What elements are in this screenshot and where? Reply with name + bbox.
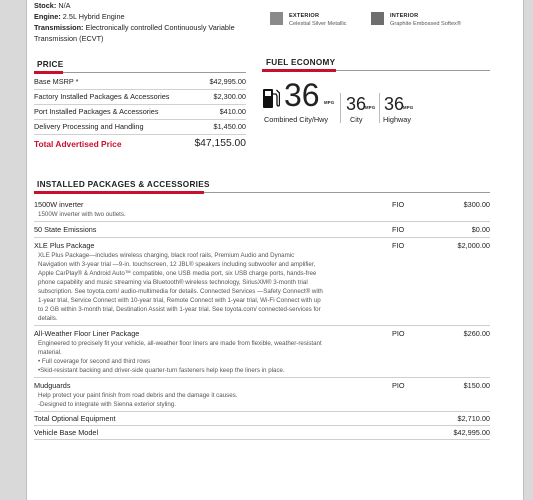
combined-mpg-unit: MPG bbox=[324, 100, 335, 105]
highway-mpg-value: 36 bbox=[384, 94, 405, 114]
package-amount: $260.00 bbox=[463, 329, 490, 338]
combined-label: Combined City/Hwy bbox=[264, 115, 329, 124]
highway-label: Highway bbox=[383, 115, 411, 124]
package-description: 1500W inverter with two outlets. bbox=[38, 211, 126, 218]
city-label: City bbox=[350, 115, 363, 124]
package-name: All-Weather Floor Liner Package bbox=[34, 329, 140, 338]
gas-pump-icon bbox=[262, 87, 280, 109]
price-row: Delivery Processing and Handling $1,450.00 bbox=[34, 120, 246, 135]
package-code: PIO bbox=[392, 381, 405, 390]
fuel-economy-heading: FUEL ECONOMY bbox=[266, 58, 336, 67]
package-description: Help protect your paint finish from road debris and the damage it causes. -Designed to integrate with Sienna exterior styling. bbox=[38, 392, 238, 408]
city-mpg-unit: MPG bbox=[365, 105, 376, 110]
transmission-value: Electronically controlled Continuously Variable Transmission (ECVT) bbox=[34, 23, 235, 43]
price-row: Port Installed Packages & Accessories $410.00 bbox=[34, 105, 246, 120]
package-name: Mudguards bbox=[34, 381, 71, 390]
stock-value: N/A bbox=[58, 1, 71, 10]
package-name: 1500W inverter bbox=[34, 200, 84, 209]
engine-line: Engine: 2.5L Hybrid Engine bbox=[34, 12, 125, 21]
total-optional-equipment-row bbox=[34, 412, 490, 426]
package-amount: $150.00 bbox=[463, 381, 490, 390]
package-code: FIO bbox=[392, 200, 405, 209]
vehicle-base-model-row bbox=[34, 426, 490, 440]
package-code: FIO bbox=[392, 225, 405, 234]
exterior-swatch bbox=[270, 12, 283, 25]
base-model-label: Vehicle Base Model bbox=[34, 428, 99, 437]
left-page-border bbox=[0, 0, 27, 500]
package-name: 50 State Emissions bbox=[34, 225, 97, 234]
package-code: FIO bbox=[392, 241, 405, 250]
exterior-value: Celestial Silver Metallic bbox=[289, 21, 347, 27]
fuel-heading-accent bbox=[262, 69, 336, 72]
vehicle-info bbox=[34, 0, 274, 44]
package-row bbox=[34, 222, 490, 238]
package-amount: $0.00 bbox=[471, 225, 490, 234]
total-advertised-price: Total Advertised Price $47,155.00 bbox=[34, 138, 246, 149]
packages-heading-accent bbox=[34, 191, 204, 194]
package-row bbox=[34, 326, 490, 378]
right-page-border bbox=[523, 0, 533, 500]
package-name: XLE Plus Package bbox=[34, 241, 95, 250]
package-row bbox=[34, 197, 490, 222]
price-row: Base MSRP * $42,995.00 bbox=[34, 75, 246, 90]
engine-value: 2.5L Hybrid Engine bbox=[62, 12, 125, 21]
package-row bbox=[34, 378, 490, 412]
price-table bbox=[34, 75, 246, 150]
combined-mpg-value: 36 bbox=[284, 77, 320, 113]
interior-value: Graphite Embossed Softex® bbox=[390, 21, 461, 27]
exterior-label: EXTERIOR bbox=[289, 13, 320, 19]
transmission-line: Transmission: Electronically controlled Continuously Variable Transmission (ECVT) bbox=[34, 23, 235, 43]
stock-line: Stock: N/A bbox=[34, 1, 71, 10]
fuel-divider bbox=[379, 93, 380, 123]
package-amount: $2,000.00 bbox=[457, 241, 490, 250]
fuel-economy-panel bbox=[262, 79, 492, 125]
price-heading-accent bbox=[34, 71, 63, 74]
city-mpg-value: 36 bbox=[346, 94, 367, 114]
package-row bbox=[34, 238, 490, 326]
packages-table bbox=[34, 197, 490, 440]
highway-mpg-unit: MPG bbox=[403, 105, 414, 110]
exterior-color bbox=[270, 12, 347, 28]
package-amount: $300.00 bbox=[463, 200, 490, 209]
price-heading: PRICE bbox=[37, 60, 64, 69]
total-optional-value: $2,710.00 bbox=[457, 414, 490, 423]
interior-swatch bbox=[371, 12, 384, 25]
total-optional-label: Total Optional Equipment bbox=[34, 414, 116, 423]
interior-label: INTERIOR bbox=[390, 13, 419, 19]
packages-heading: INSTALLED PACKAGES & ACCESSORIES bbox=[37, 180, 210, 189]
price-heading-rule bbox=[34, 72, 246, 73]
interior-color bbox=[371, 12, 461, 28]
fuel-divider bbox=[340, 93, 341, 123]
color-swatches bbox=[270, 12, 510, 38]
price-row: Factory Installed Packages & Accessories $2,300.00 bbox=[34, 90, 246, 105]
package-code: PIO bbox=[392, 329, 405, 338]
base-model-value: $42,995.00 bbox=[453, 428, 490, 437]
package-description: XLE Plus Package—includes wireless charging, black roof rails, Premium Audio and Dynamic Navigation with 3-year trial —9-in. touchscreen, 12 JBL® speakers including subwoofer and amplifier, Apple CarPlay® & Android Auto™ compatible, one USB media port, six USB charge ports, hands-free phone capability and music streaming via Bluetooth® wireless technology, SiriusXM® 3-month trial subscription. See toyota.com/ audio-multimedia for details. Connected Services —Safety Connect® with 1-year trial, Service Connect with 10-year trial, Remote Connect with 1-year trial, Wi-Fi Connect with up to 2 GB within 3-month trial, Destination Assist with 1-year trial. See toyota.com/ connected-services for details. bbox=[38, 252, 323, 322]
package-description: Engineered to precisely fit your vehicle, all-weather floor liners are made from flexible, weather-resistant material. • Full coverage for second and third rows •Skid-resistant backing and driver-side quarter-turn fasteners help keep the liners in place. bbox=[38, 340, 322, 374]
